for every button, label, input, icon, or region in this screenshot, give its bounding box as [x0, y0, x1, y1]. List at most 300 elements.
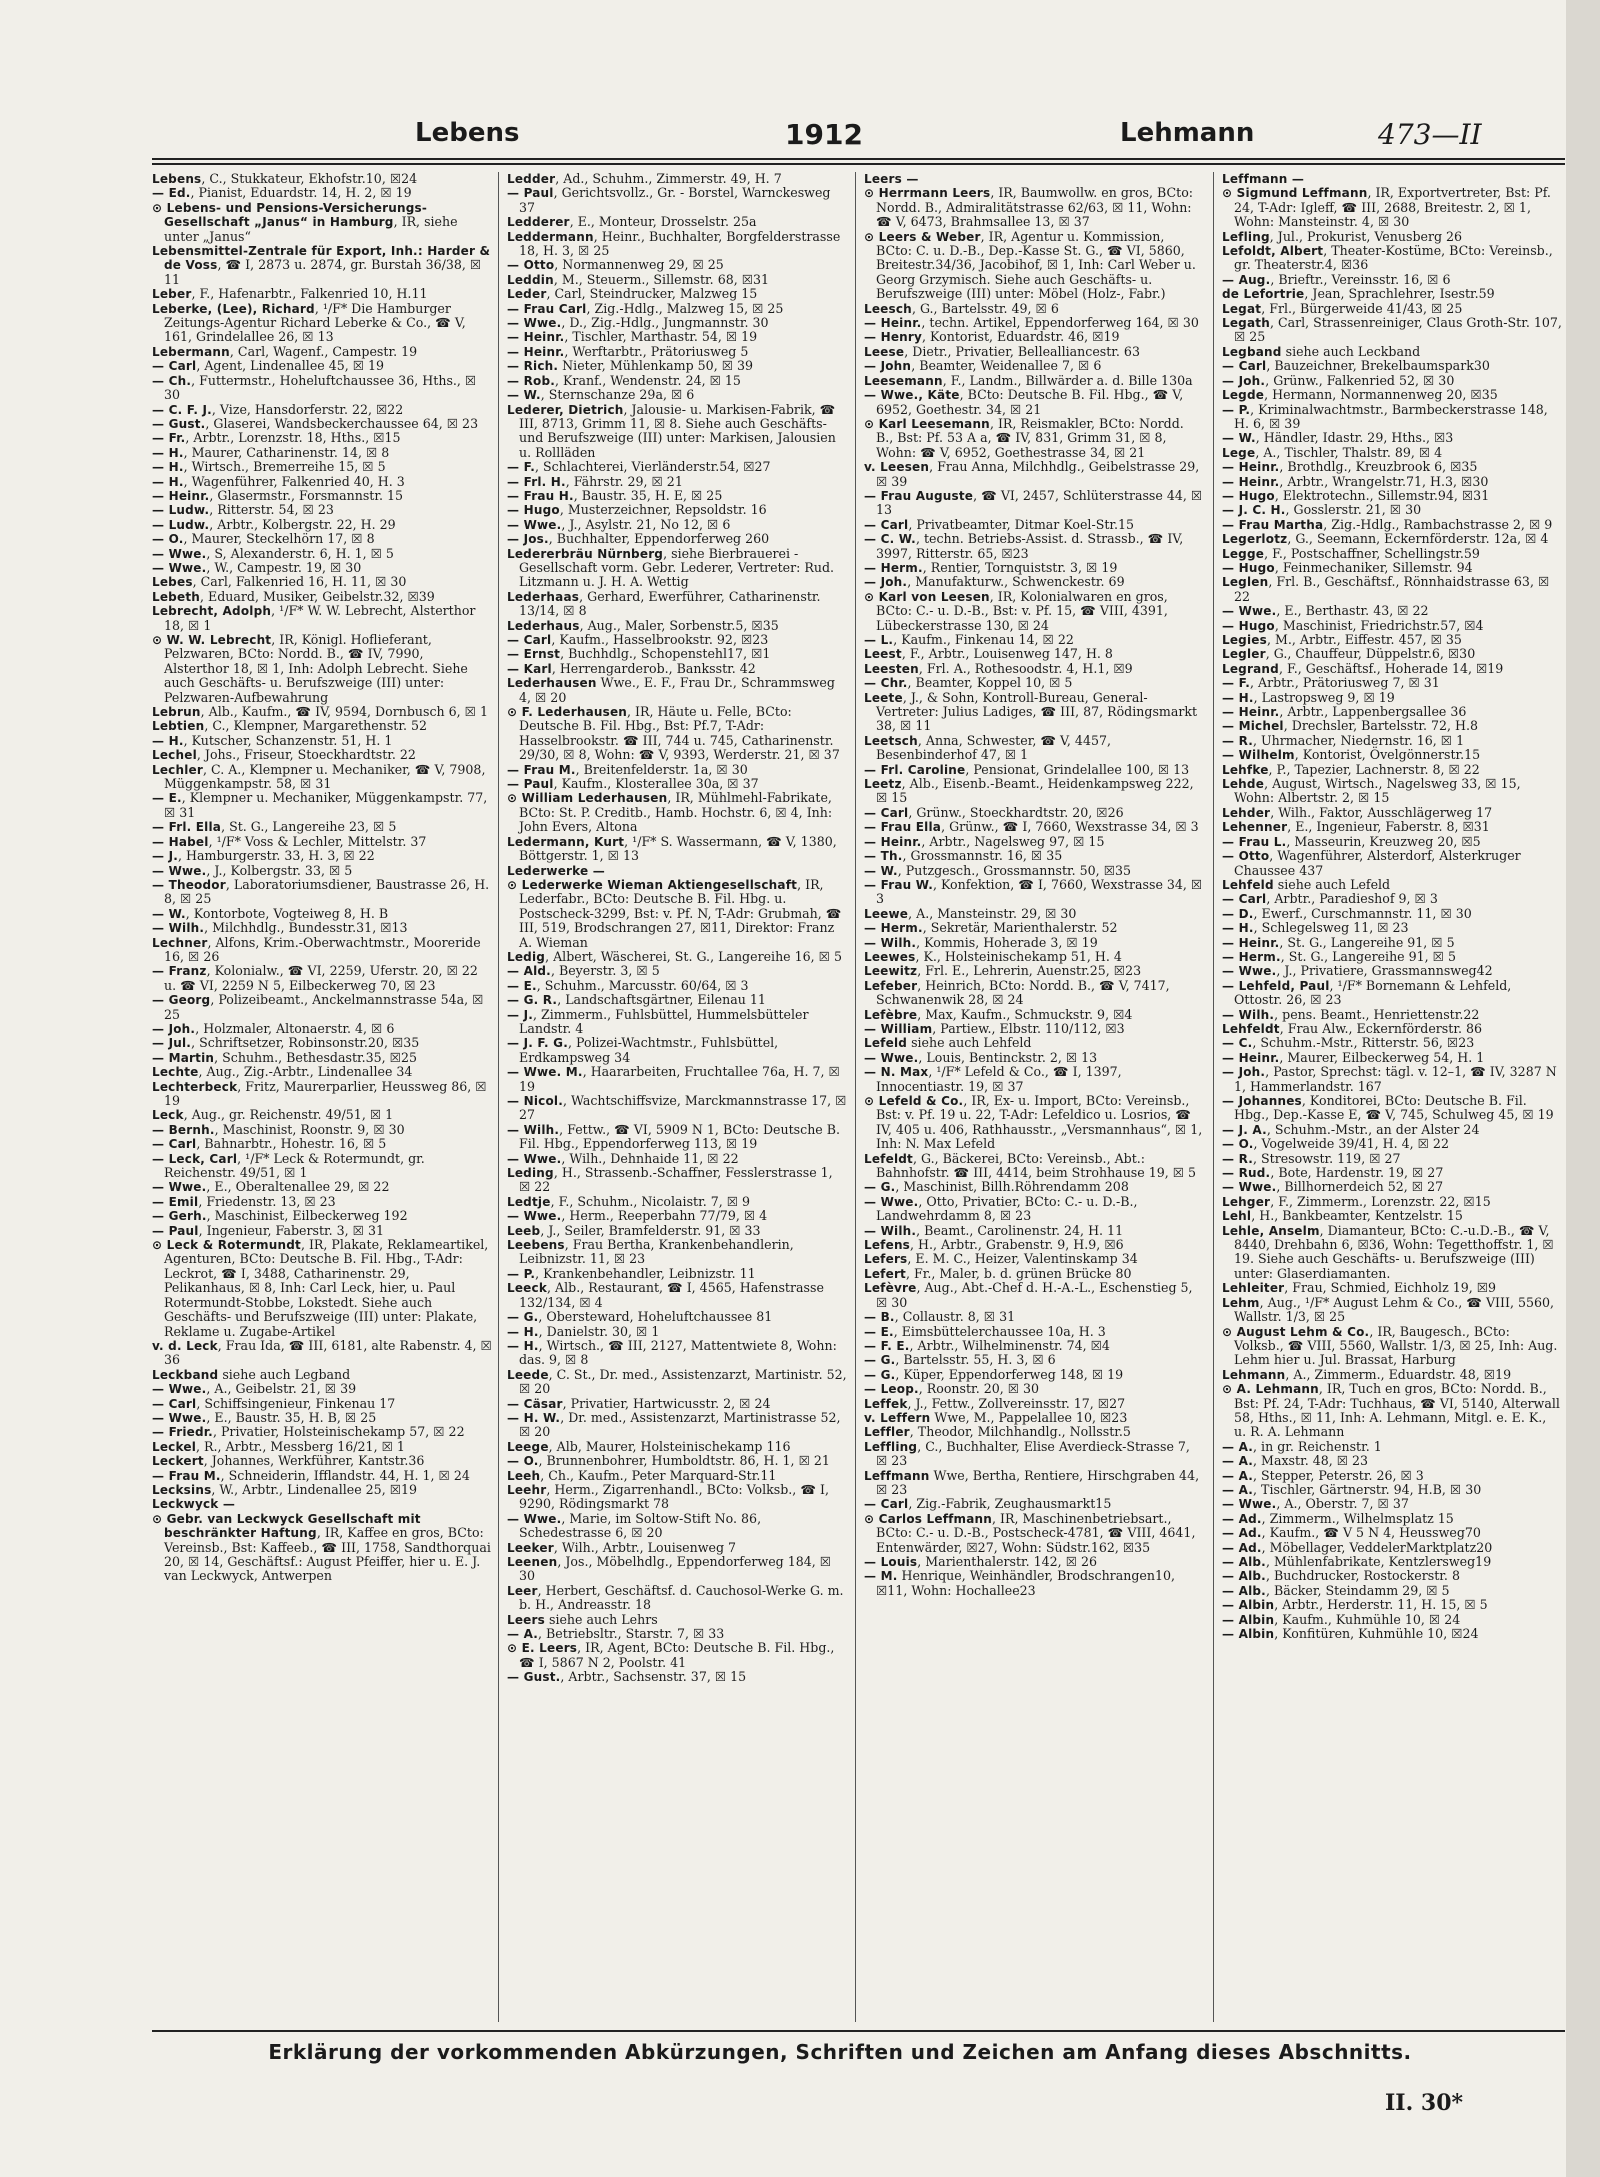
entry-name: Lehder [1222, 805, 1271, 820]
directory-entry [152, 1224, 492, 1238]
directory-entry [507, 1613, 847, 1627]
entry-name: — J. F. G. [507, 1036, 568, 1051]
entry-details: , Arbtr., Nagelsweg 97, ☒ 15 [921, 833, 1105, 849]
directory-entry [152, 1195, 492, 1209]
entry-name: — Jos. [507, 532, 549, 547]
directory-entry [1222, 662, 1562, 676]
directory-entry [507, 215, 847, 229]
entry-details: , Louis, Bentinckstr. 2, ☒ 13 [918, 1049, 1098, 1065]
entry-name: — Wwe. [507, 316, 562, 331]
entry-details: , Schuhm., Marcusstr. 60/64, ☒ 3 [536, 977, 749, 993]
directory-entry [864, 374, 1204, 388]
entry-name: Ledder [507, 172, 556, 186]
entry-name: — Rob. [507, 373, 556, 388]
directory-entry [864, 1281, 1204, 1310]
directory-entry [507, 979, 847, 993]
directory-entry [1222, 1382, 1562, 1440]
entry-details: , Masseurin, Kreuzweg 20, ☒5 [1286, 833, 1481, 849]
directory-entry [1222, 748, 1562, 762]
entry-details: , Frau Anna, Milchhdlg., Geibelstrasse 29, ☒ 39 [876, 459, 1200, 489]
entry-details: , F., Postschaffner, Schellingstr.59 [1264, 545, 1480, 561]
directory-entry [152, 1512, 492, 1584]
directory-entry [507, 273, 847, 287]
entry-details: , Ritterstr. 54, ☒ 23 [209, 502, 334, 518]
entry-details: , Klempner u. Mechaniker, Müggenkampstr. 77, ☒ 31 [164, 790, 488, 820]
entry-details: , S, Alexanderstr. 6, H. 1, ☒ 5 [206, 545, 394, 561]
entry-name: — E. [152, 791, 182, 806]
entry-details: , F., Geschäftsf., Hoherade 14, ☒19 [1278, 660, 1504, 676]
entry-details: , Kontorist, Eduardstr. 46, ☒19 [922, 329, 1120, 345]
entry-details: , F., Arbtr., Louisenweg 147, H. 8 [901, 646, 1113, 662]
directory-entry [507, 950, 847, 964]
entry-details: , Buchhalter, Eppendorferweg 260 [548, 531, 770, 547]
directory-entry [864, 1382, 1204, 1396]
entry-name: — A. [1222, 1454, 1254, 1469]
entry-name: Lehl [1222, 1209, 1252, 1224]
entry-details: , E., Oberaltenallee 29, ☒ 22 [206, 1179, 390, 1195]
entry-details: , F., Schuhm., Nicolaistr. 7, ☒ 9 [550, 1193, 751, 1209]
entry-details: , Jalousie- u. Markisen-Fabrik, ☎ III, 8713, Grimm 11, ☒ 8. Siehe auch Geschäfts- und Berufszweige (III) unter: Markisen, Jalousien u. Rollläden [519, 401, 836, 460]
entry-details: siehe auch Lefeld [1273, 876, 1391, 892]
directory-entry [507, 878, 847, 950]
directory-entry [507, 1209, 847, 1223]
entry-details: , Arbtr., Wrangelstr.71, H.3, ☒30 [1279, 473, 1489, 489]
entry-details: , ¹/F* Die Hamburger Zeitungs-Agentur Richard Leberke & Co., ☎ V, 161, Grindelallee 26, ☒ 13 [164, 300, 466, 345]
entry-name: Leest [864, 647, 902, 662]
entry-name: Lederer, Dietrich [507, 402, 624, 417]
entry-details: , pens. Beamt., Henriettenstr.22 [1274, 1006, 1480, 1022]
entry-details: , Maurer, Steckelhörn 17, ☒ 8 [183, 531, 375, 547]
directory-entry [507, 1469, 847, 1483]
directory-entry [507, 964, 847, 978]
directory-entry [507, 1440, 847, 1454]
directory-entry [864, 561, 1204, 575]
entry-name: Leete [864, 690, 903, 705]
entry-name: — Otto [507, 258, 555, 273]
directory-entry [864, 936, 1204, 950]
entry-name: — G. [507, 1310, 539, 1325]
header-left-keyword: Lebens [415, 118, 520, 148]
entry-details: , Grünw., Stoeckhardtstr. 20, ☒26 [908, 804, 1124, 820]
entry-name: Lefeber [864, 978, 918, 993]
entry-name: Leetz [864, 777, 902, 792]
entry-details: , Alb, Maurer, Holsteinischekamp 116 [548, 1438, 791, 1454]
entry-name: Ledermann, Kurt [507, 834, 625, 849]
header-page-number: 473—II [1378, 118, 1482, 151]
entry-details: , Roonstr. 20, ☒ 30 [918, 1381, 1040, 1397]
entry-name: Lebrun [152, 705, 201, 720]
entry-name: — Carl [507, 633, 552, 647]
directory-entry [1222, 1454, 1562, 1468]
entry-details: , Kaufm., Finkenau 14, ☒ 22 [893, 632, 1074, 647]
directory-entry [507, 1454, 847, 1468]
directory-entry [152, 172, 492, 186]
entry-details: siehe auch Leckband [1281, 343, 1421, 359]
directory-entry [1222, 403, 1562, 432]
header-year: 1912 [785, 118, 863, 151]
directory-entry [507, 1397, 847, 1411]
entry-details: , Maschinist, Billh.Röhrendamm 208 [895, 1179, 1129, 1195]
entry-details: , Frl. A., Rothesoodstr. 4, H.1, ☒9 [918, 660, 1133, 676]
entry-name: Lechler [152, 762, 204, 777]
entry-details: , Grünw., ☎ I, 7660, Wexstrasse 34, ☒ 3 [941, 819, 1199, 835]
entry-details: , Krankenbehandler, Leibnizstr. 11 [535, 1265, 756, 1281]
entry-details: , Carl, Steindrucker, Malzweg 15 [546, 286, 758, 302]
entry-details: , Kaufm., Klosterallee 30a, ☒ 37 [553, 776, 759, 792]
entry-details: , Händler, Idastr. 29, Hths., ☒3 [1255, 430, 1454, 446]
entry-details: , Baustr. 35, H. E, ☒ 25 [573, 487, 723, 503]
entry-details: , Maschinist, Roonstr. 9, ☒ 30 [214, 1121, 405, 1137]
entry-name: Lefers [864, 1252, 908, 1267]
entry-name: Leeck [507, 1281, 548, 1296]
entry-name: Leglen [1222, 575, 1269, 590]
directory-entry [864, 1224, 1204, 1238]
entry-name: — Wwe. [1222, 604, 1277, 619]
entry-name: — H. [1222, 690, 1254, 705]
entry-name: Leer [507, 1583, 538, 1598]
directory-entry [1222, 1483, 1562, 1497]
directory-entry [1222, 647, 1562, 661]
entry-name: — Martin [152, 1050, 215, 1065]
entry-name: Leeh [507, 1468, 541, 1483]
entry-name: — Heinr. [1222, 460, 1280, 475]
sheet-folio: II. 30* [1385, 2090, 1464, 2116]
entry-details: , Theodor, Milchhandlg., Nollsstr.5 [909, 1424, 1131, 1440]
entry-name: Leding [507, 1166, 554, 1181]
entry-details: , Buchhdlg., Schopenstehl17, ☒1 [560, 646, 771, 662]
entry-details: , Breitenfelderstr. 1a, ☒ 30 [575, 761, 748, 777]
directory-entry [152, 417, 492, 431]
directory-entry [1222, 575, 1562, 604]
entry-name: — Frau Auguste [864, 488, 974, 503]
entry-name: Lefeldt [864, 1151, 913, 1166]
entry-name: Lefeld [864, 1036, 908, 1051]
directory-entry [864, 230, 1204, 302]
entry-name: — Hugo [1222, 560, 1275, 575]
directory-entry [864, 964, 1204, 978]
entry-details: , Zig.-Hdlg., Malzweg 15, ☒ 25 [586, 300, 784, 316]
entry-details: , Haararbeiten, Fruchtallee 76a, H. 7, ☒ 19 [519, 1064, 840, 1094]
directory-entry [152, 489, 492, 503]
entry-name: — Ald. [507, 964, 551, 979]
directory-entry [507, 1123, 847, 1152]
entry-name: — D. [1222, 906, 1254, 921]
directory-entry [864, 1008, 1204, 1022]
entry-details: , G., Bäckerei, BCto: Vereinsb., Abt.: Bahnhofstr. ☎ III, 4414, beim Strohhause 19, ☒ 5 [876, 1150, 1197, 1181]
entry-name: Leffling [864, 1439, 918, 1454]
directory-entry [864, 186, 1204, 229]
entry-name: Lebes [152, 575, 193, 590]
entry-name: — Cäsar [507, 1396, 563, 1411]
directory-entry [1222, 1195, 1562, 1209]
entry-name: Lehleiter [1222, 1281, 1285, 1296]
entry-details: , Schlegelsweg 11, ☒ 23 [1253, 920, 1409, 936]
directory-entry [152, 1368, 492, 1382]
entry-name: — W. [864, 863, 898, 878]
entry-name: — Georg [152, 993, 211, 1008]
directory-entry [152, 446, 492, 460]
entry-details: , Privatier, Hartwicusstr. 2, ☒ 24 [562, 1395, 771, 1411]
entry-details: , St. G., Langereihe 23, ☒ 5 [221, 819, 397, 835]
directory-entry [152, 345, 492, 359]
entry-name: — H. [1222, 921, 1254, 936]
directory-entry [152, 1382, 492, 1396]
entry-name: Leetsch [864, 733, 918, 748]
entry-details: , Wilh., Arbtr., Louisenweg 7 [553, 1539, 737, 1555]
entry-name: — Fr. [152, 431, 186, 446]
entry-name: — Ad. [1222, 1511, 1262, 1526]
directory-entry [507, 1281, 847, 1310]
directory-entry [864, 979, 1204, 1008]
entry-name: — Heinr. [1222, 474, 1280, 489]
directory-entry [507, 172, 847, 186]
entry-details: , Herbert, Geschäftsf. d. Cauchosol-Werke G. m. b. H., Andreasstr. 18 [519, 1582, 844, 1613]
entry-details: siehe auch Legband [218, 1366, 351, 1382]
entry-details: , IR, Agentur u. Kommission, BCto: C. u. D.-B., Dep.-Kasse St. G., ☎ VI, 5860, Breitestr.34/36, Jacobihof, ☒ 1, Inh: Carl Weber u. Georg Grzymisch. Siehe auch Geschäfts- u. Berufszweige (III) unter: Möbel (Holz-, Fabr.) [876, 228, 1196, 302]
entry-name: — Wwe. [1222, 964, 1277, 979]
entry-name: Leewe [864, 906, 909, 921]
entry-details: , Frau Bertha, Krankenbehandlerin, Leibnizstr. 11, ☒ 23 [519, 1237, 794, 1267]
directory-entry [864, 820, 1204, 834]
entry-details: , Ad., Schuhm., Zimmerstr. 49, H. 7 [555, 172, 782, 186]
entry-details: , Küper, Eppendorferweg 148, ☒ 19 [895, 1366, 1124, 1382]
directory-entry [507, 547, 847, 590]
entry-details: , Arbtr., Paradieshof 9, ☒ 3 [1266, 891, 1438, 907]
directory-entry [1222, 1598, 1562, 1612]
entry-details: , Aug., Maler, Sorbenstr.5, ☒35 [579, 617, 779, 633]
entry-details: , Polizei-Wachtmstr., Fuhlsbüttel, Erdkampsweg 34 [519, 1035, 779, 1065]
directory-entry [864, 1051, 1204, 1065]
directory-entry [152, 518, 492, 532]
header-rule [152, 158, 1565, 160]
entry-details: , J., Seiler, Bramfelderstr. 91, ☒ 33 [540, 1222, 761, 1238]
entry-details: , Frau Alw., Eckernförderstr. 86 [1279, 1020, 1482, 1036]
directory-entry [152, 1411, 492, 1425]
entry-name: Leebens [507, 1238, 565, 1253]
directory-entry [1222, 1541, 1562, 1555]
directory-entry [152, 244, 492, 287]
entry-details: , E., Ingenieur, Faberstr. 8, ☒31 [1287, 819, 1490, 835]
entry-details: , Beamter, Koppel 10, ☒ 5 [907, 675, 1073, 691]
entry-details: , Lastropsweg 9, ☒ 19 [1253, 689, 1395, 705]
directory-entry [864, 316, 1204, 330]
entry-name: Leffmann [864, 1468, 930, 1483]
entry-name: Ledtje [507, 1194, 551, 1209]
entry-details: , Hermann, Normannenweg 20, ☒35 [1264, 387, 1498, 403]
entry-details: , Zig.-Fabrik, Zeughausmarkt15 [908, 1496, 1112, 1512]
entry-details: , IR, Ex- u. Import, BCto: Vereinsb., Bst: v. Pf. 19 u. 22, T-Adr: Lefeldico u. Losrios, ☎ IV, 405 u. 406, Rathhausstr., „Versmannhaus“, ☒ 1, Inh: N. Max Lefeld [876, 1093, 1203, 1152]
entry-name: — Paul [152, 1223, 199, 1238]
entry-name: Legies [1222, 633, 1267, 647]
directory-entry [1222, 1224, 1562, 1282]
entry-details: , ¹/F* S. Wassermann, ☎ V, 1380, Böttgerstr. 1, ☒ 13 [519, 833, 837, 864]
entry-name: — P. [507, 1266, 536, 1281]
directory-entry [1222, 475, 1562, 489]
entry-details: , Konfitüren, Kuhmühle 10, ☒24 [1274, 1626, 1479, 1642]
entry-name: — Wwe. [152, 1382, 207, 1397]
entry-details: , Alfons, Krim.-Oberwachtmstr., Mooreride 16, ☒ 26 [164, 934, 481, 964]
entry-name: — E. [507, 978, 537, 993]
column-3 [864, 172, 1204, 2022]
entry-details: , ☎ I, 2873 u. 2874, gr. Burstah 36/38, ☒ 11 [164, 257, 482, 287]
directory-entry [507, 1238, 847, 1267]
directory-entry [864, 1252, 1204, 1266]
directory-entry [507, 1152, 847, 1166]
entry-name: Legler [1222, 647, 1266, 662]
entry-name: — O. [152, 532, 184, 547]
entry-name: — John [864, 359, 912, 374]
directory-entry [1222, 244, 1562, 273]
entry-name: ⊙ Karl von Leesen [864, 589, 990, 604]
entry-name: Lechterbeck [152, 1079, 238, 1094]
directory-entry [507, 864, 847, 878]
entry-details: , A., Mansteinstr. 29, ☒ 30 [908, 905, 1077, 921]
entry-details: , Rentier, Tornquiststr. 3, ☒ 19 [922, 559, 1118, 575]
directory-entry [152, 748, 492, 762]
directory-entry [507, 258, 847, 272]
entry-name: Leber [152, 287, 192, 302]
entry-name: Lefens [864, 1238, 911, 1253]
entry-name: — Wwe., Käte [864, 388, 960, 403]
entry-name: — Wwe. [507, 1151, 562, 1166]
entry-name: — Paul [507, 186, 554, 201]
entry-name: ⊙ W. W. Lebrecht [152, 633, 272, 647]
directory-entry [507, 676, 847, 705]
directory-entry [864, 489, 1204, 518]
entry-name: Lebensmittel-Zentrale für Export, Inh.: Harder & de Voss [152, 244, 491, 273]
entry-name: Leesch [864, 301, 912, 316]
entry-details: , Kutscher, Schanzenstr. 51, H. 1 [183, 732, 393, 748]
directory-entry [864, 1469, 1204, 1498]
entry-details: , IR, Exportvertreter, Bst: Pf. 24, T-Adr: Igleff, ☎ III, 2688, Breitestr. 2, ☒ 1, Wohn: Mansteinstr. 4, ☒ 30 [1234, 185, 1551, 230]
entry-details: , Fritz, Maurerparlier, Heussweg 86, ☒ 19 [164, 1078, 487, 1108]
entry-name: — C. W. [864, 532, 916, 547]
entry-name: Lehmann [1222, 1367, 1286, 1382]
directory-entry [1222, 633, 1562, 647]
directory-entry [152, 907, 492, 921]
entry-details: , Wagenführer, Alsterdorf, Alsterkruger Chaussee 437 [1234, 848, 1521, 878]
column-1 [152, 172, 492, 2022]
entry-name: — Ludw. [152, 517, 210, 532]
entry-name: v. Leffern [864, 1410, 931, 1425]
column-divider [498, 172, 499, 2022]
directory-entry [152, 964, 492, 993]
entry-details: Henrique, Weinhändler, Brodschrangen10, ☒11, Wohn: Hochallee23 [876, 1568, 1175, 1598]
directory-entry [152, 936, 492, 965]
directory-entry [864, 734, 1204, 763]
entry-name: ⊙ Herrmann Leers [864, 186, 991, 201]
directory-entry [152, 475, 492, 489]
directory-entry [152, 921, 492, 935]
directory-entry [507, 1310, 847, 1324]
entry-details: , Werftarbtr., Prätoriusweg 5 [564, 343, 749, 359]
directory-entry [507, 705, 847, 763]
directory-entry [152, 1339, 492, 1368]
directory-entry [864, 1339, 1204, 1353]
entry-details: , techn. Artikel, Eppendorferweg 164, ☒ 30 [921, 315, 1199, 331]
entry-details: , Feinmechaniker, Sillemstr. 94 [1274, 559, 1473, 575]
directory-entry [864, 518, 1204, 532]
entry-name: — Rud. [1222, 1166, 1271, 1181]
entry-details: , Maurer, Eilbeckerweg 54, H. 1 [1279, 1049, 1485, 1065]
entry-details: , IR, Kaffee en gros, BCto: Vereinsb., Bst: Kaffeeb., ☎ III, 1758, Sandthorquai 20, ☒ 14, Geschäftsf.: August Pfeiffer, hier u. E. J. van Leckwyck, Antwerpen [164, 1525, 491, 1584]
directory-entry [1222, 719, 1562, 733]
entry-details: , Privatier, Holsteinischekamp 57, ☒ 22 [212, 1424, 465, 1440]
entry-name: — Carl [864, 805, 909, 820]
entry-name: — Leck, Carl [152, 1151, 238, 1166]
directory-entry [507, 590, 847, 619]
entry-details: , F., Hafenarbtr., Falkenried 10, H.11 [191, 286, 428, 302]
entry-details: , IR, Königl. Hoflieferant, Pelzwaren, BCto: Nordd. B., ☎ IV, 7990, Alsterthor 18, ☒ 1, Inh: Adolph Lebrecht. Siehe auch Geschäfts- u. Berufszweige (III) unter: Pelzwaren-Aufbewahrung [164, 632, 468, 705]
entry-details: , Landschaftsgärtner, Eilenau 11 [557, 992, 766, 1008]
directory-entry [864, 172, 1204, 186]
entry-name: — Wilh. [864, 1223, 917, 1238]
directory-entry [864, 633, 1204, 647]
entry-name: — Wwe. [507, 1209, 562, 1224]
entry-name: Lecksins [152, 1482, 212, 1497]
entry-name: — C. [1222, 1036, 1253, 1051]
directory-entry [864, 1065, 1204, 1094]
directory-entry [507, 1036, 847, 1065]
entry-details: , IR, Mühlmehl-Fabrikate, BCto: St. P. Creditb., Hamb. Hochstr. 6, ☒ 4, Inh: John Evers, Altona [519, 790, 833, 835]
directory-entry [507, 316, 847, 330]
entry-name: — A. [1222, 1439, 1254, 1454]
directory-entry [1222, 1368, 1562, 1382]
directory-entry [1222, 676, 1562, 690]
directory-entry [507, 1267, 847, 1281]
directory-entry [152, 763, 492, 792]
entry-details: , Grossmannstr. 16, ☒ 35 [902, 848, 1063, 864]
entry-details: , Sternschanze 29a, ☒ 6 [540, 387, 695, 403]
entry-name: — Heinr. [507, 344, 565, 359]
directory-entry [1222, 518, 1562, 532]
entry-name: — Wwe. [864, 1050, 919, 1065]
header-right-keyword: Lehmann [1120, 118, 1255, 148]
directory-entry [1222, 489, 1562, 503]
entry-details: , Jos., Möbelhdlg., Eppendorferweg 184, ☒ 30 [519, 1554, 832, 1584]
entry-name: — Wwe. M. [507, 1065, 583, 1080]
entry-details: , C., Buchhalter, Elise Averdieck-Strasse 7, ☒ 23 [876, 1438, 1190, 1469]
entry-name: — Louis [864, 1555, 918, 1569]
entry-name: Ledderer [507, 215, 570, 230]
directory-entry [864, 1569, 1204, 1598]
directory-entry [507, 475, 847, 489]
directory-entry [864, 777, 1204, 806]
entry-name: — Wilh. [152, 921, 205, 936]
entry-details: , C. A., Klempner u. Mechaniker, ☎ V, 7908, Müggenkampstr. 58, ☒ 31 [164, 761, 486, 792]
directory-entry [864, 676, 1204, 690]
entry-details: , Bartelsstr. 55, H. 3, ☒ 6 [895, 1352, 1056, 1368]
entry-details: , Johs., Friseur, Stoeckhardtstr. 22 [196, 747, 416, 763]
directory-entry [507, 489, 847, 503]
entry-details: , A., Geibelstr. 21, ☒ 39 [206, 1381, 357, 1397]
entry-details: , Holzmaler, Altonaerstr. 4, ☒ 6 [195, 1020, 395, 1036]
entry-name: — Carl [1222, 892, 1267, 907]
entry-name: — H. [152, 460, 184, 475]
entry-details: , Musterzeichner, Repsoldstr. 16 [559, 502, 767, 518]
entry-name: — Frau H. [507, 488, 574, 503]
entry-details: , IR, Reismakler, BCto: Nordd. B., Bst: Pf. 53 A a, ☎ IV, 831, Grimm 31, ☒ 8, Wohn: ☎ V, 6952, Goethestrasse 34, ☒ 21 [876, 415, 1184, 460]
directory-entry [507, 1339, 847, 1368]
entry-details: , Fettw., ☎ VI, 5909 N 1, BCto: Deutsche B. Fil. Hbg., Eppendorferweg 113, ☒ 19 [519, 1121, 841, 1152]
entry-details: , Bahnarbtr., Hohestr. 16, ☒ 5 [196, 1136, 387, 1152]
entry-name: Leesemann [864, 373, 943, 388]
directory-entry [507, 1512, 847, 1541]
entry-details: , ☎ VI, 2457, Schlüterstrasse 44, ☒ 13 [876, 487, 1203, 518]
directory-entry [1222, 907, 1562, 921]
entry-name: Lechte [152, 1065, 199, 1080]
entry-name: — Wwe. [507, 517, 562, 532]
